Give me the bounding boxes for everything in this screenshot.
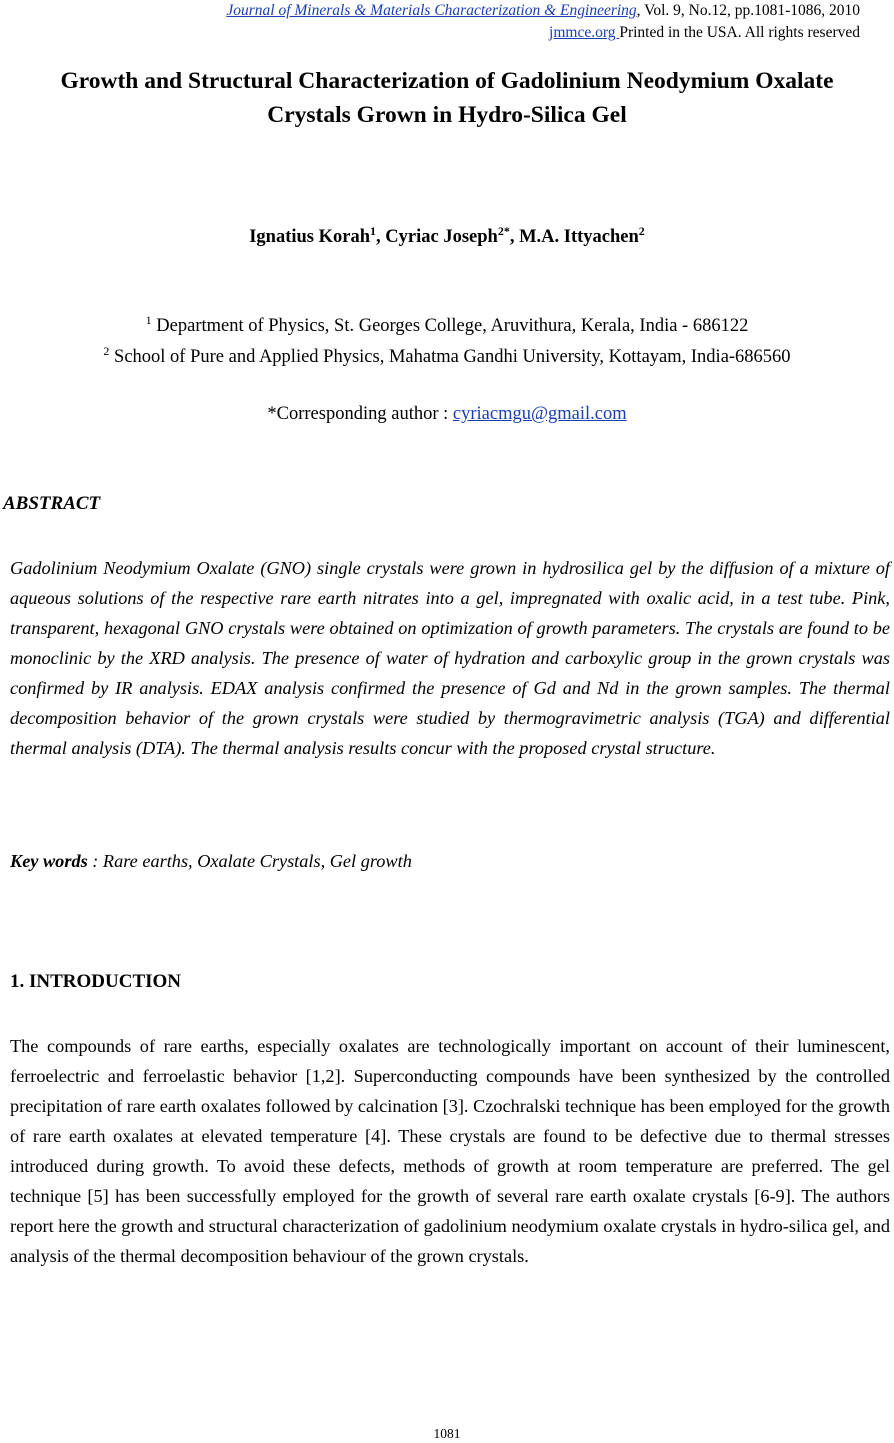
journal-header [226, 0, 860, 44]
affiliation-2-text: School of Pure and Applied Physics, Mahatma Gandhi University, Kottayam, India-686560 [109, 347, 791, 368]
author-3: , M.A. Ittyachen [509, 227, 639, 248]
affiliation-2 [0, 344, 894, 368]
affiliation-1-mark: 1 [145, 313, 152, 327]
author-1: Ignatius Korah [249, 227, 371, 248]
corresponding-email-link[interactable]: cyriacmgu@gmail.com [452, 404, 627, 424]
introduction-text: The compounds of rare earths, especially oxalates are technologically important on account of their luminescent, ferroelectric and ferroelastic behavior [1,2]. Superconducting compounds have been synthesized by the controlled precipitation of rare earth oxalates followed by calcination [3]. Czochralski technique has been employed for the growth of rare earth oxalates at elevated temperature [4]. These crystals are found to be defective due to thermal stresses introduced during growth. To avoid these defects, methods of growth at room temperature are preferred. The gel technique [5] has been successfully employed for the growth of several rare earth oxalate crystals [6-9]. The authors report here the growth and structural characterization of gadolinium neodymium oxalate crystals in hydro-silica gel, and analysis of the thermal decomposition behaviour of the grown crystals. [10, 1036, 890, 1266]
page-number: 1081 [433, 1426, 461, 1441]
journal-rights: Printed in the USA. All rights reserved [619, 24, 860, 41]
paper-title [0, 64, 894, 132]
title-line-2: Crystals Grown in Hydro-Silica Gel [267, 102, 627, 128]
section-heading-introduction: 1. INTRODUCTION [10, 971, 182, 992]
abstract-heading: ABSTRACT [3, 493, 101, 514]
corresponding-label: *Corresponding author : [267, 404, 453, 424]
abstract-text: Gadolinium Neodymium Oxalate (GNO) single crystals were grown in hydrosilica gel by the diffusion of a mixture of aqueous solutions of the respective rare earth nitrates into a gel, impregnated with oxalic acid, in a test tube. Pink, transparent, hexagonal GNO crystals were obtained on optimization of growth parameters. The crystals are found to be monoclinic by the XRD analysis. The presence of water of hydration and carboxylic group in the grown crystals was confirmed by IR analysis. EDAX analysis confirmed the presence of Gd and Nd in the grown samples. The thermal decomposition behavior of the grown crystals were studied by thermogravimetric analysis (TGA) and differential thermal analysis (DTA). The thermal analysis results concur with the proposed crystal structure. [10, 558, 890, 758]
author-2-affil: 2* [497, 224, 510, 238]
author-2: , Cyriac Joseph [376, 227, 498, 248]
keywords-text: : Rare earths, Oxalate Crystals, Gel growth [87, 851, 412, 871]
author-1-affil: 1 [370, 224, 377, 238]
author-list [0, 224, 894, 248]
journal-name-link[interactable]: Journal of Minerals & Materials Characterization & Engineering [226, 2, 637, 19]
author-3-affil: 2 [638, 224, 645, 238]
abstract-body [10, 553, 890, 763]
journal-citation-line [226, 0, 860, 22]
affiliation-1 [0, 313, 894, 337]
journal-site-link[interactable]: jmmce.org [549, 24, 620, 41]
keywords [10, 851, 412, 872]
affiliation-1-text: Department of Physics, St. Georges College, Aruvithura, Kerala, India - 686122 [151, 316, 749, 337]
journal-citation: , Vol. 9, No.12, pp.1081-1086, 2010 [636, 2, 860, 19]
corresponding-author [0, 404, 894, 425]
affiliation-2-mark: 2 [103, 344, 110, 358]
introduction-body [10, 1031, 890, 1271]
keywords-label: Key words [10, 851, 88, 871]
title-line-1: Growth and Structural Characterization of Gadolinium Neodymium Oxalate [60, 68, 834, 94]
journal-site-line [226, 22, 860, 44]
